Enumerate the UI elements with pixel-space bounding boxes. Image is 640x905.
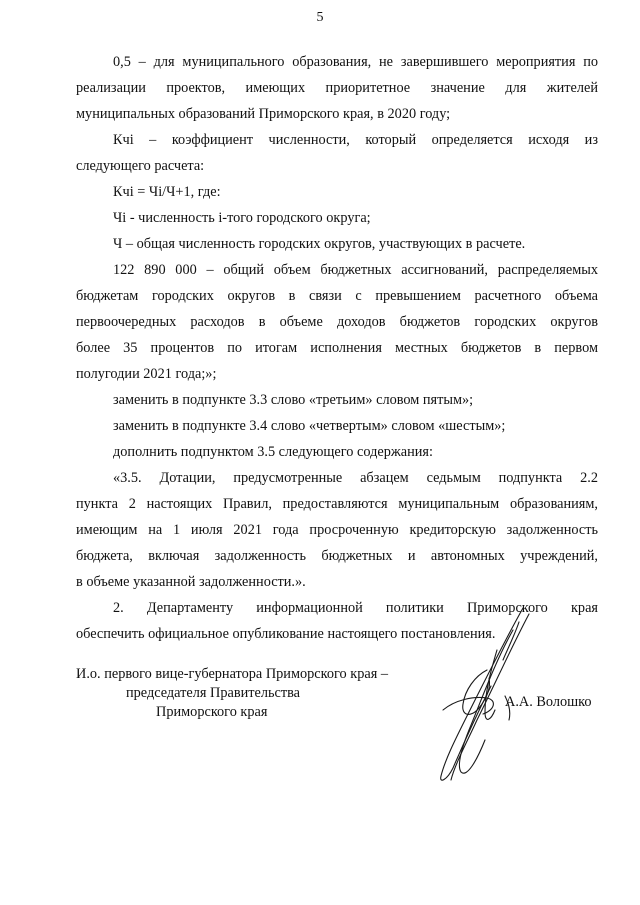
signatory-title-line: И.о. первого вице-губернатора Приморского края –: [76, 666, 388, 682]
signatory-title: [76, 665, 388, 722]
paragraph-line: Кчі = Чі/Ч+1, где:: [113, 184, 221, 200]
paragraph-line: Кчі – коэффициент численности, который определяется исходя из: [113, 132, 598, 148]
document-body: [76, 49, 598, 647]
paragraph-line: 0,5 – для муниципального образования, не завершившего мероприятия по: [113, 54, 598, 70]
paragraph-line: бюджетам городских округов в связи с превышением расчетного объема: [76, 288, 598, 304]
paragraph-line: 2. Департаменту информационной политики Приморского края: [113, 600, 598, 616]
signatory-title-line: председателя Правительства: [126, 685, 301, 701]
paragraph-line: имеющим на 1 июля 2021 года просроченную кредиторскую задолженность: [76, 522, 598, 538]
paragraph-line: пункта 2 настоящих Правил, предоставляются муниципальным образованиям,: [76, 496, 598, 512]
paragraph-line: в объеме указанной задолженности.».: [76, 574, 306, 590]
page-number: 5: [316, 10, 324, 25]
paragraph-line: заменить в подпункте 3.3 слово «третьим» словом пятым»;: [113, 392, 474, 408]
paragraph-line: заменить в подпункте 3.4 слово «четвертым» словом «шестым»;: [113, 418, 506, 434]
paragraph-line: Чі - численность і-того городского округа;: [113, 210, 371, 226]
paragraph-line: первоочередных расходов в объеме доходов бюджетов городских округов: [76, 314, 598, 330]
paragraph-line: Ч – общая численность городских округов, участвующих в расчете.: [113, 236, 526, 252]
paragraph-line: муниципальных образований Приморского края, в 2020 году;: [76, 106, 451, 122]
paragraph-line: «3.5. Дотации, предусмотренные абзацем седьмым подпункта 2.2: [113, 470, 598, 486]
signatory-name: А.А. Волошко: [505, 694, 592, 710]
paragraph-line: обеспечить официальное опубликование настоящего постановления.: [76, 626, 496, 642]
paragraph-line: бюджета, включая задолженность бюджетных и автономных учреждений,: [76, 548, 598, 564]
paragraph-line: более 35 процентов по итогам исполнения местных бюджетов в первом: [76, 340, 598, 356]
paragraph-line: дополнить подпунктом 3.5 следующего содержания:: [113, 444, 433, 460]
paragraph-line: 122 890 000 – общий объем бюджетных ассигнований, распределяемых: [113, 262, 598, 278]
paragraph-line: следующего расчета:: [76, 158, 205, 174]
paragraph-line: реализации проектов, имеющих приоритетное значение для жителей: [76, 80, 598, 96]
paragraph-line: полугодии 2021 года;»;: [76, 366, 217, 382]
signatory-title-line: Приморского края: [156, 704, 268, 720]
